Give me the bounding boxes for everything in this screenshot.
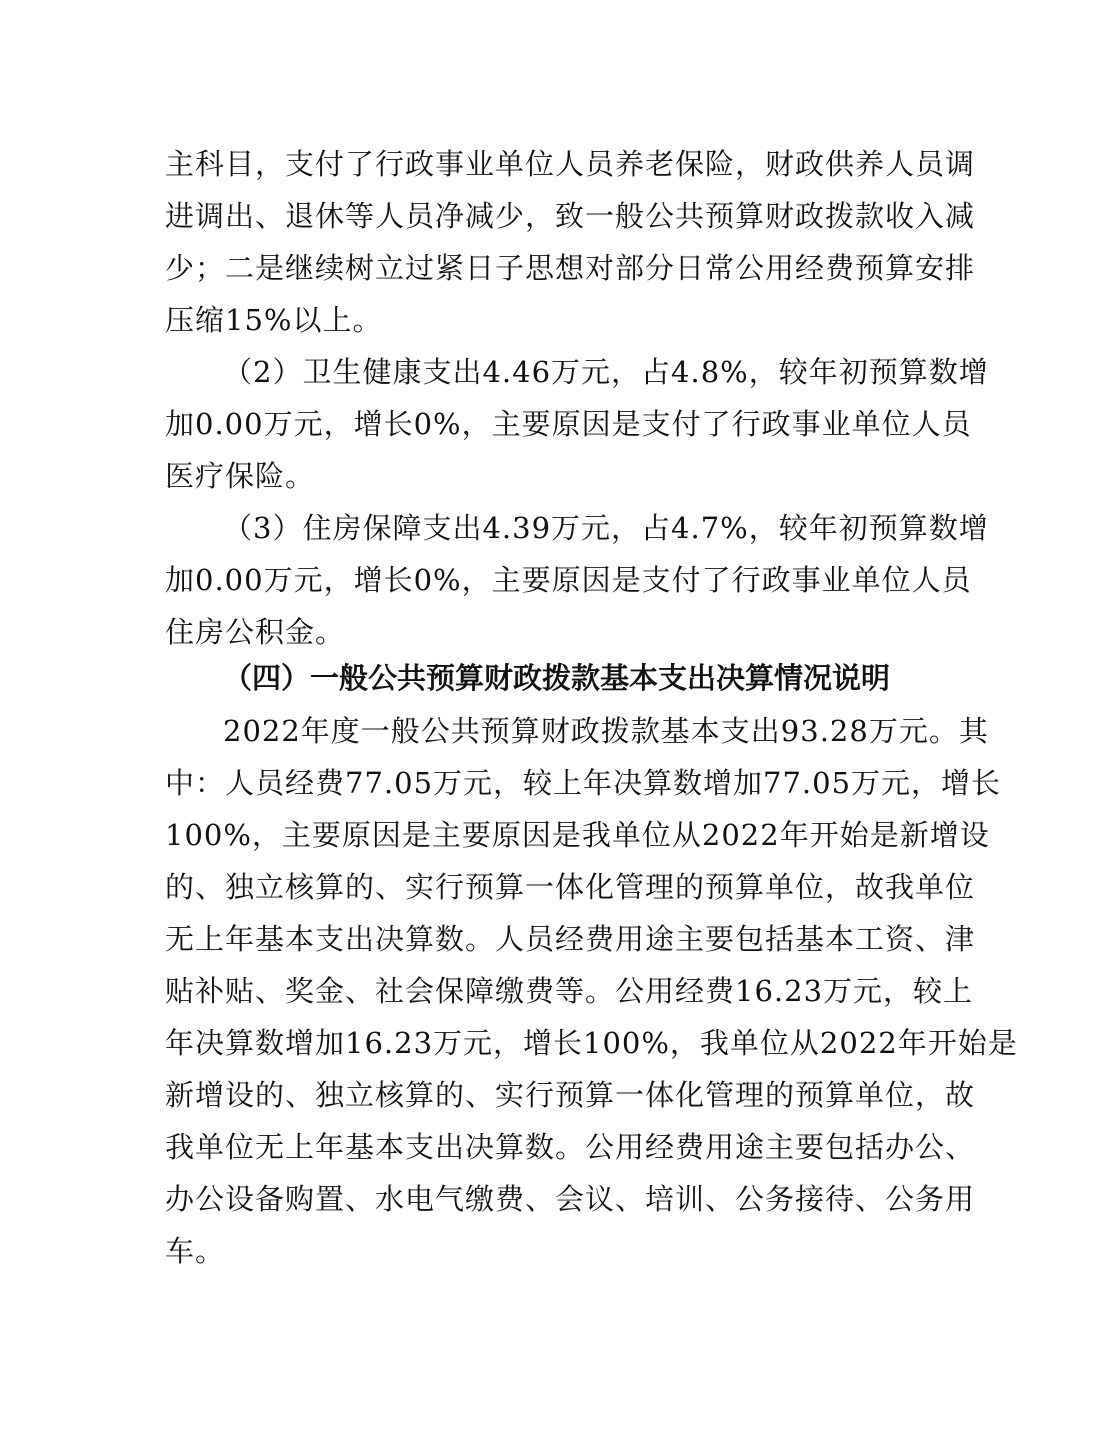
text-line: 2022年度一般公共预算财政拨款基本支出93.28万元。其 bbox=[223, 714, 989, 748]
text-line: 无上年基本支出决算数。人员经费用途主要包括基本工资、津 bbox=[165, 922, 976, 956]
text-line: 的、独立核算的、实行预算一体化管理的预算单位，故我单位 bbox=[165, 870, 976, 904]
text-line: 少；二是继续树立过紧日子思想对部分日常公用经费预算安排 bbox=[165, 251, 976, 285]
text-line: 我单位无上年基本支出决算数。公用经费用途主要包括办公、 bbox=[165, 1130, 976, 1164]
text-line: 主科目，支付了行政事业单位人员养老保险，财政供养人员调 bbox=[165, 147, 976, 181]
text-line: 中：人员经费77.05万元，较上年决算数增加77.05万元，增长 bbox=[165, 766, 1002, 800]
text-line: 年决算数增加16.23万元，增长100%，我单位从2022年开始是 bbox=[165, 1026, 1018, 1060]
paragraph-health bbox=[165, 346, 989, 502]
text-line: 压缩15%以上。 bbox=[165, 303, 383, 337]
text-line: 医疗保险。 bbox=[165, 459, 316, 493]
text-line: 住房公积金。 bbox=[165, 615, 346, 649]
text-line: （3）住房保障支出4.39万元，占4.7%，较年初预算数增 bbox=[223, 511, 989, 545]
text-line: 加0.00万元，增长0%，主要原因是支付了行政事业单位人员 bbox=[165, 563, 972, 597]
text-line: 贴补贴、奖金、社会保障缴费等。公用经费16.23万元，较上 bbox=[165, 974, 974, 1008]
paragraph-housing bbox=[165, 502, 989, 658]
text-line: 100%，主要原因是主要原因是我单位从2022年开始是新增设 bbox=[165, 818, 990, 852]
paragraph-pension bbox=[165, 138, 976, 346]
text-line: 进调出、退休等人员净减少，致一般公共预算财政拨款收入减 bbox=[165, 199, 976, 233]
text-line: 办公设备购置、水电气缴费、会议、培训、公务接待、公务用 bbox=[165, 1182, 976, 1216]
section-heading-text: （四）一般公共预算财政拨款基本支出决算情况说明 bbox=[223, 661, 891, 695]
text-line: 新增设的、独立核算的、实行预算一体化管理的预算单位，故 bbox=[165, 1078, 976, 1112]
text-line: 车。 bbox=[165, 1234, 226, 1268]
section-heading bbox=[165, 652, 945, 704]
paragraph-basic-expenditure bbox=[165, 705, 1018, 1277]
text-line: （2）卫生健康支出4.46万元，占4.8%，较年初预算数增 bbox=[223, 355, 989, 389]
text-line: 加0.00万元，增长0%，主要原因是支付了行政事业单位人员 bbox=[165, 407, 972, 441]
